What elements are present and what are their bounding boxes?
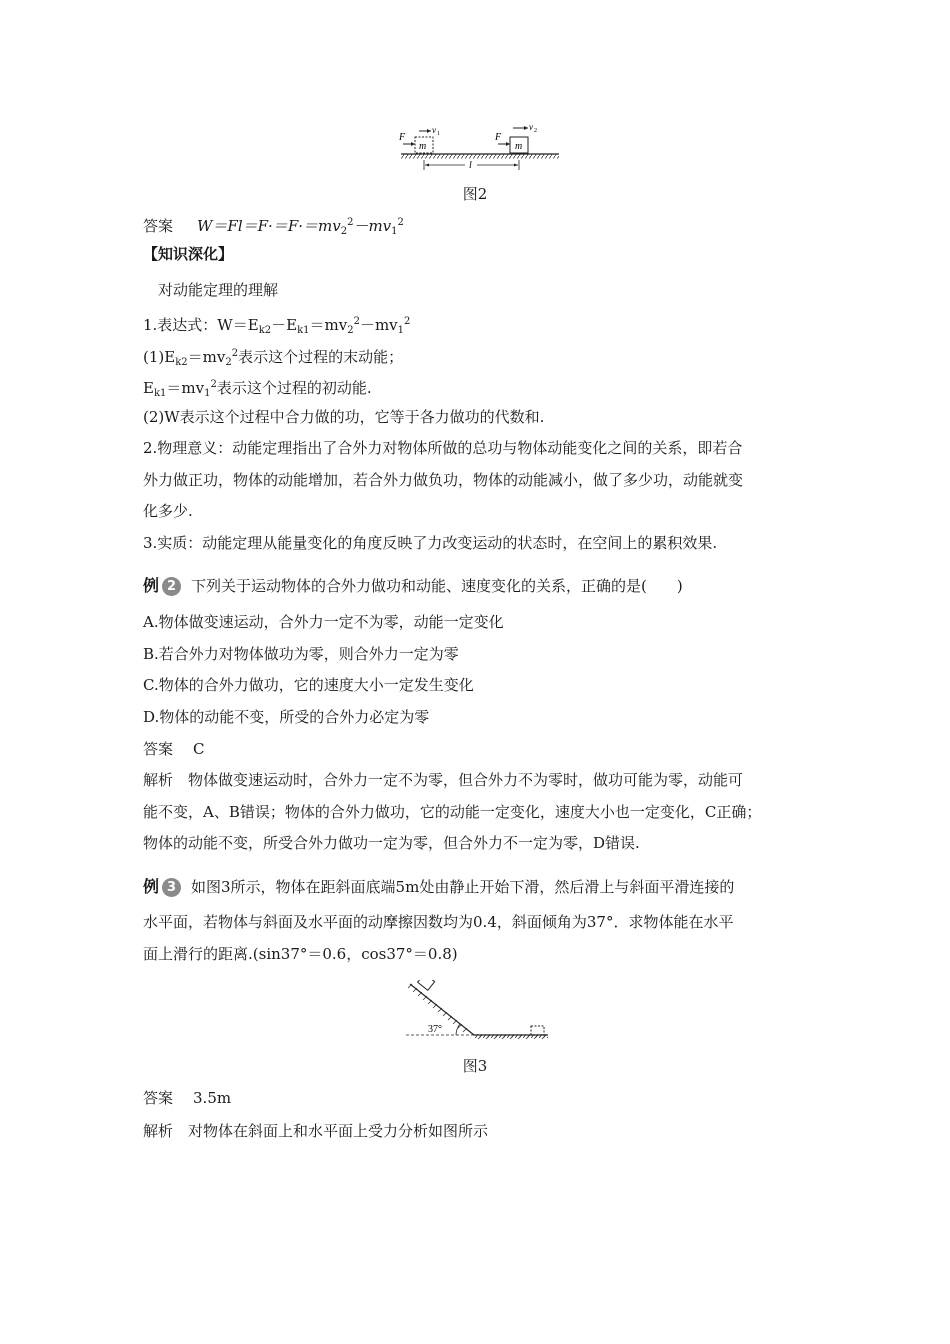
sub-point-2: (2)W表示这个过程中合力做的功，它等于各力做功的代数和. — [143, 408, 545, 426]
figure-2-caption: 图2 — [462, 185, 488, 203]
sub-point-1: $(1)E_{k2}=mv_2^2$表示这个过程的末动能； — [143, 348, 404, 368]
option-c: C.物体的合外力做功，它的速度大小一定发生变化 — [143, 676, 474, 694]
point-1-expression: 1.表达式：$W=E_{k2}-E_{k1}=mv_2^2-mv_1^2$ — [143, 316, 411, 336]
mass-label-left: m — [419, 141, 427, 152]
point-2-line-2: 外力做正功，物体的动能增加，若合外力做负功，物体的动能减小，做了多少功，动能就变 — [143, 471, 744, 489]
example-3-analysis: 解析 对物体在斜面上和水平面上受力分析如图所示 — [143, 1122, 489, 1140]
section-subheading: 对动能定理的理解 — [158, 281, 279, 299]
point-3: 3.实质：动能定理从能量变化的角度反映了力改变运动的状态时，在空间上的累积效果. — [143, 534, 718, 552]
example-2-analysis-line-3: 物体的动能不变，所受合外力做功一定为零，但合外力不一定为零，D错误. — [143, 834, 640, 852]
section-heading: 【知识深化】 — [143, 245, 234, 263]
force-label-right: F — [495, 132, 502, 143]
option-b: B.若合外力对物体做功为零，则合外力一定为零 — [143, 645, 459, 663]
example-3-question: 例 3 如图3所示，物体在距斜面底端5m处由静止开始下滑，然后滑上与斜面平滑连接的 — [143, 877, 735, 896]
example-2-question: 例 2 下列关于运动物体的合外力做功和动能、速度变化的关系，正确的是( ) — [143, 576, 683, 595]
example-2-analysis-line-1: 解析 物体做变速运动时，合外力一定不为零，但合外力不为零时，做功可能为零，动能可 — [143, 771, 744, 789]
figure-3-diagram — [398, 980, 552, 1042]
example-3-answer: 答案 3.5m — [143, 1089, 232, 1107]
angle-label: 37° — [428, 1024, 442, 1035]
svg-text:2: 2 — [534, 128, 537, 134]
sub-point-1b: $E_{k1}=mv_1^2$表示这个过程的初动能. — [143, 379, 372, 399]
svg-text:1: 1 — [437, 131, 440, 137]
example-number-badge: 3 — [162, 878, 181, 897]
answer-1: 答案 $W=Fl=F\cdot=F\cdot=mv_2^2-mv_1^2$ — [143, 217, 404, 237]
point-2-line-3: 化多少. — [143, 502, 193, 520]
example-number-badge: 2 — [162, 577, 181, 596]
example-2-answer: 答案 C — [143, 740, 205, 758]
mass-label-right: m — [515, 141, 523, 152]
option-a: A.物体做变速运动，合外力一定不为零，动能一定变化 — [143, 613, 504, 631]
distance-label: l — [469, 160, 472, 171]
velocity-label-v1: v — [432, 125, 436, 135]
figure-3-caption: 图3 — [462, 1057, 488, 1075]
force-label-left: F — [399, 132, 406, 143]
example-2-analysis-line-2: 能不变，A、B错误；物体的合外力做功，它的动能一定变化，速度大小也一定变化，C正确； — [143, 803, 762, 821]
option-d: D.物体的动能不变，所受的合外力必定为零 — [143, 708, 430, 726]
point-2-line-1: 2.物理意义：动能定理指出了合外力对物体所做的总功与物体动能变化之间的关系，即若合 — [143, 439, 743, 457]
example-3-question-line-2: 水平面，若物体与斜面及水平面的动摩擦因数均为0.4，斜面倾角为37°．求物体能在水平 — [143, 913, 734, 931]
example-3-question-line-3: 面上滑行的距离.(sin37°＝0.6，cos37°＝0.8) — [143, 945, 458, 963]
velocity-label-v2: v — [529, 122, 533, 132]
figure-2-diagram — [395, 120, 565, 172]
